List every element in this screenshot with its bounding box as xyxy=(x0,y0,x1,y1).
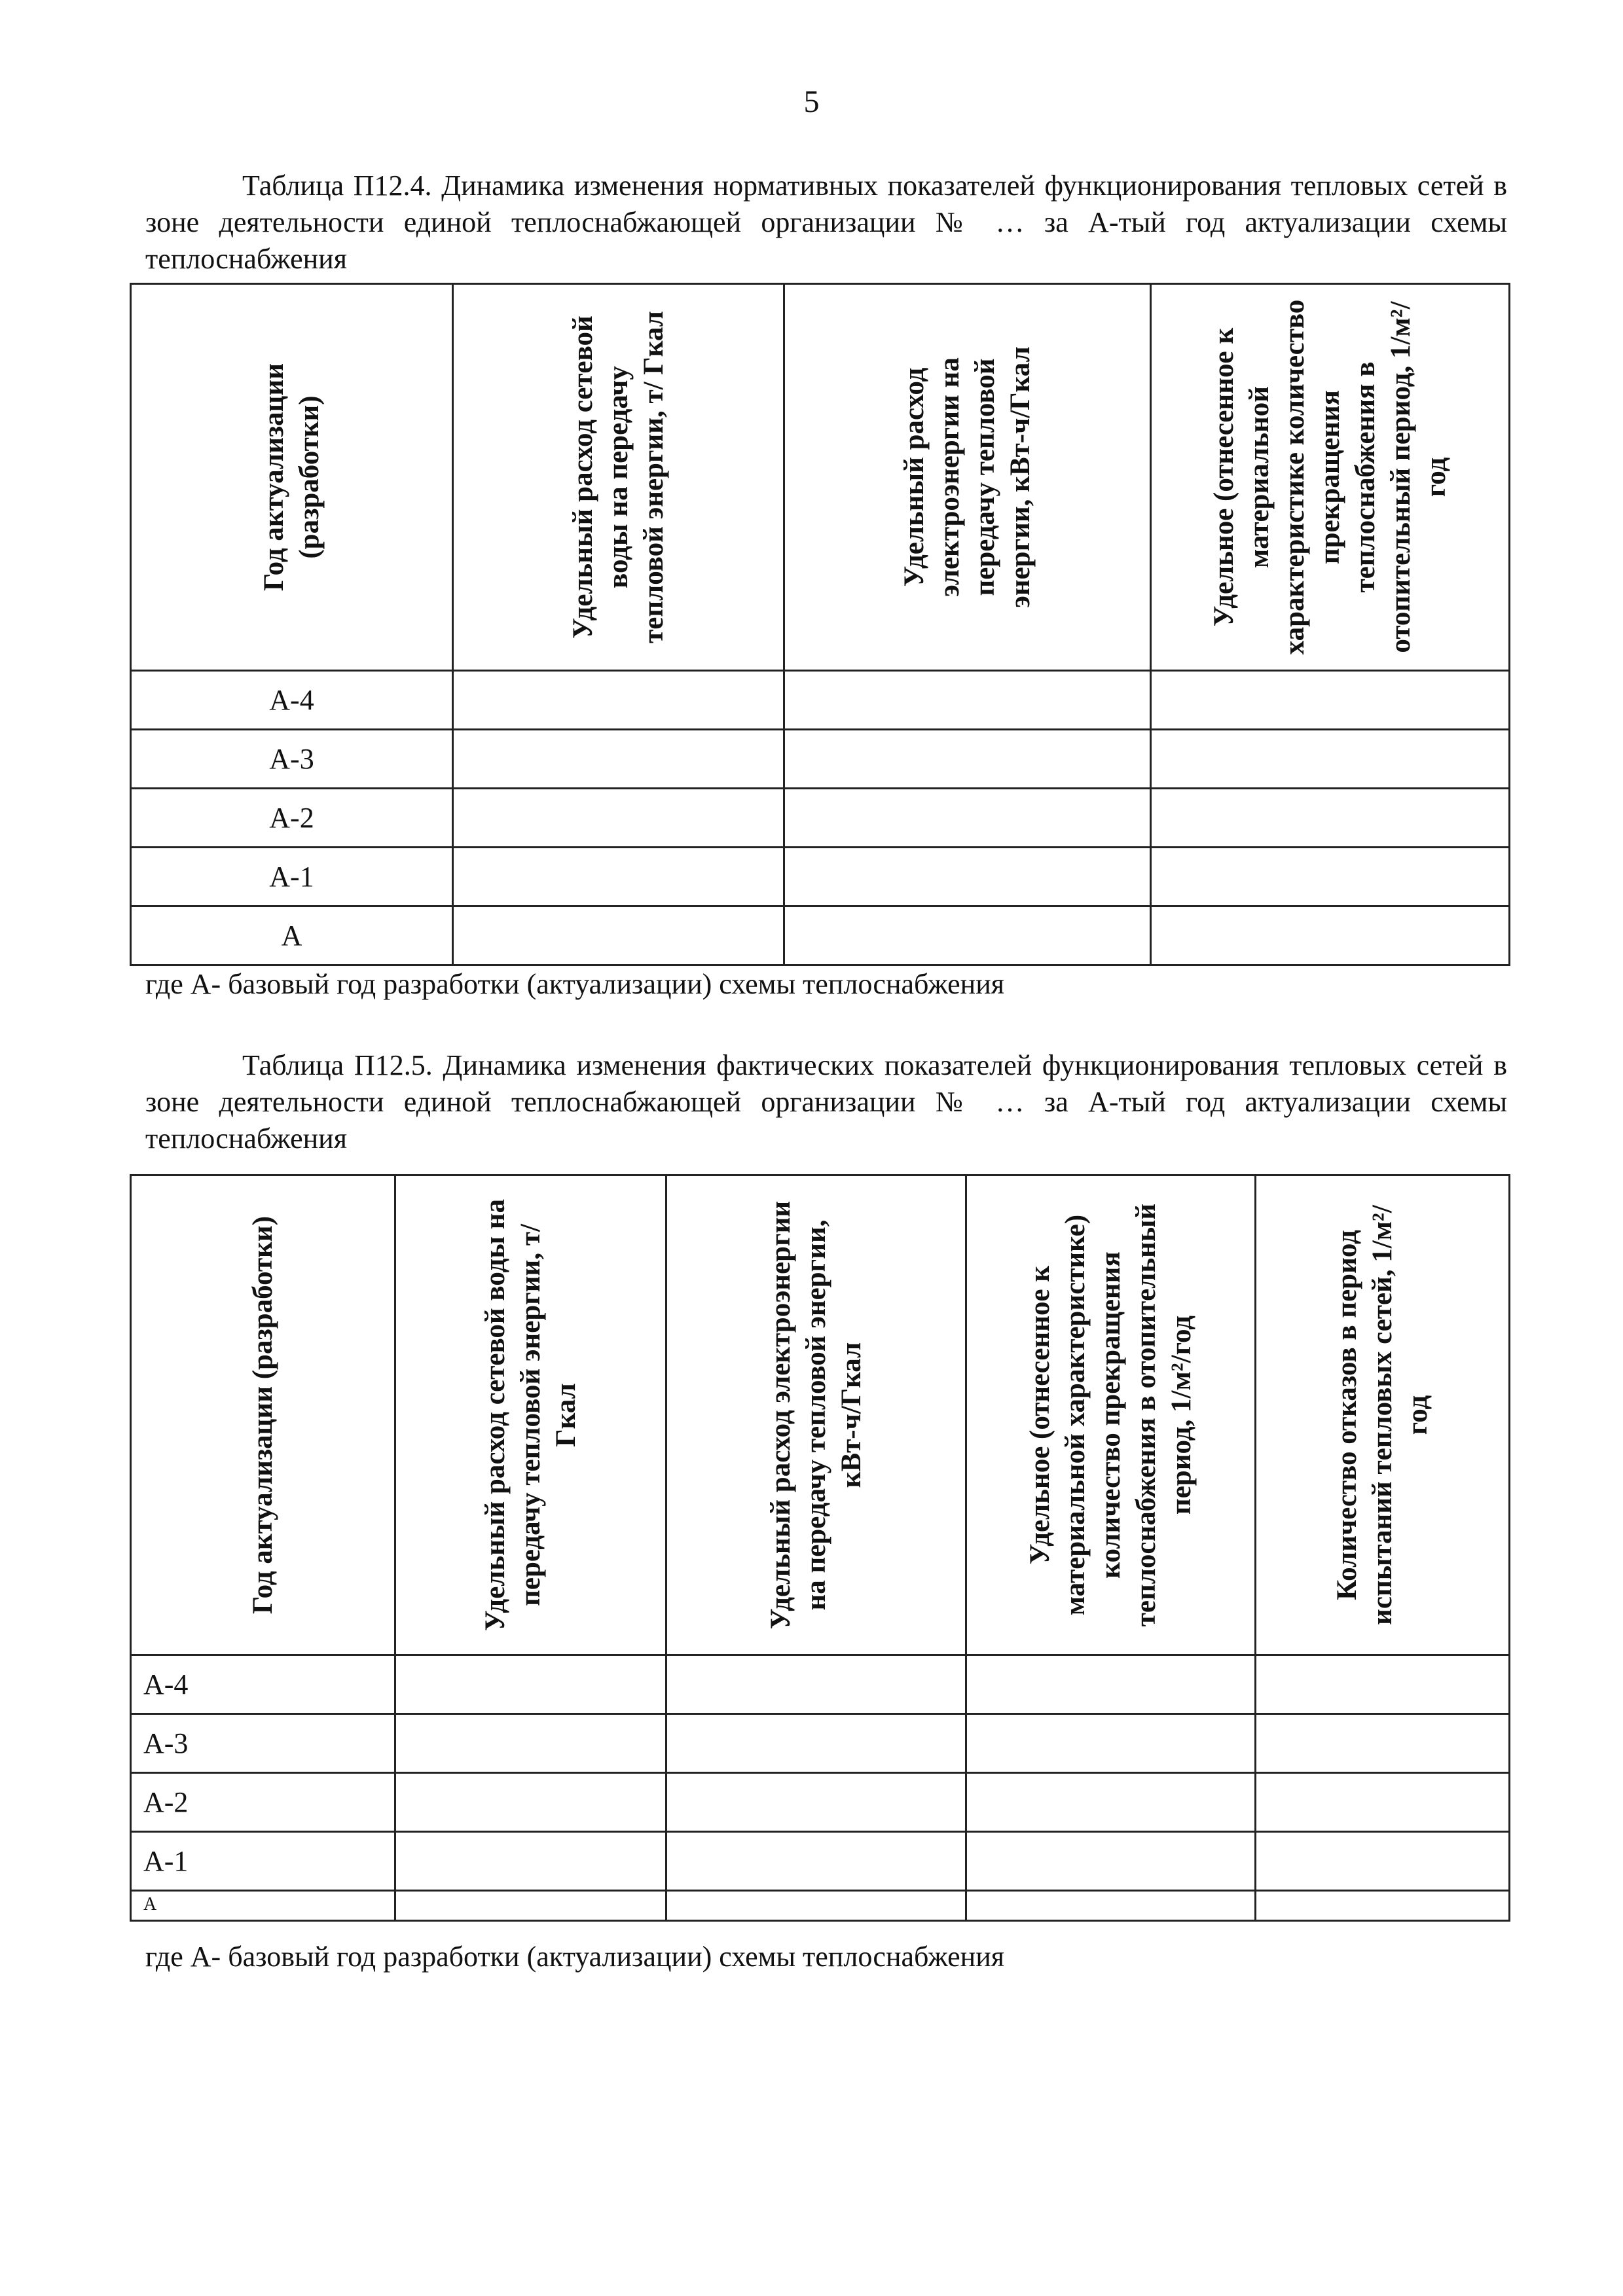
table2-year-cell: А-3 xyxy=(131,1714,395,1773)
table-row xyxy=(131,906,1510,965)
table1-caption: Таблица П12.4. Динамика изменения нормативных показателей функционирования тепловых сетей в зоне деятельности единой теплоснабжающей организации № … за А-тый год актуализации схемы теплоснабжения xyxy=(145,170,1507,275)
table-cell xyxy=(1151,671,1510,730)
table-cell xyxy=(1151,848,1510,906)
table1-note: где А- базовый год разработки (актуализации) схемы теплоснабжения xyxy=(145,968,1004,1000)
table-cell xyxy=(453,671,784,730)
table-cell xyxy=(1256,1891,1510,1921)
table-cell xyxy=(395,1832,666,1891)
table2-header-electricity: Удельный расход электроэнергии на передачу тепловой энергии, кВт-ч/Гкал xyxy=(666,1175,966,1655)
table2-year-cell: А-4 xyxy=(131,1655,395,1714)
table-cell xyxy=(453,730,784,789)
table2-year-cell: А-1 xyxy=(131,1832,395,1891)
table-row xyxy=(131,789,1510,848)
table-cell xyxy=(966,1773,1256,1832)
table-cell xyxy=(453,848,784,906)
table1-year-cell: А-2 xyxy=(131,789,453,848)
table-cell xyxy=(784,730,1151,789)
table-cell xyxy=(395,1891,666,1921)
table2-header-interruptions: Удельное (отнесенное к материальной характеристике) количество прекращения теплоснабжения в отопительный период, 1/м²/год xyxy=(966,1175,1256,1655)
table1-year-cell: А-4 xyxy=(131,671,453,730)
table-row xyxy=(131,848,1510,906)
table-cell xyxy=(966,1832,1256,1891)
table-cell xyxy=(666,1832,966,1891)
table-row xyxy=(131,1655,1510,1714)
table-cell xyxy=(784,671,1151,730)
table-cell xyxy=(966,1655,1256,1714)
table-cell xyxy=(1151,789,1510,848)
table2-year-cell: А xyxy=(131,1891,395,1921)
table-row xyxy=(131,1714,1510,1773)
table-cell xyxy=(666,1714,966,1773)
table-row xyxy=(131,1773,1510,1832)
table2-caption: Таблица П12.5. Динамика изменения фактических показателей функционирования тепловых сетей в зоне деятельности единой теплоснабжающей организации № … за А-тый год актуализации схемы теплоснабжения xyxy=(145,1049,1507,1155)
table-cell xyxy=(966,1714,1256,1773)
table-cell xyxy=(784,848,1151,906)
table2-header-water: Удельный расход сетевой воды на передачу тепловой энергии, т/ Гкал xyxy=(395,1175,666,1655)
table2-year-cell: А-2 xyxy=(131,1773,395,1832)
table-cell xyxy=(1256,1714,1510,1773)
table1-year-cell: А xyxy=(131,906,453,965)
table-row xyxy=(131,730,1510,789)
table-cell xyxy=(966,1891,1256,1921)
table-cell xyxy=(666,1773,966,1832)
table1-header-interruptions: Удельное (отнесенное к материальной характеристике количество прекращения теплоснабжения в отопительный период, 1/м²/год xyxy=(1151,284,1510,671)
table-cell xyxy=(784,789,1151,848)
table-cell xyxy=(1151,730,1510,789)
table-cell xyxy=(453,906,784,965)
table-cell xyxy=(395,1773,666,1832)
table-cell xyxy=(784,906,1151,965)
table-cell xyxy=(1256,1773,1510,1832)
table2-note: где А- базовый год разработки (актуализации) схемы теплоснабжения xyxy=(145,1941,1004,1973)
table-cell xyxy=(453,789,784,848)
page-number: 5 xyxy=(803,84,820,119)
table-cell xyxy=(395,1655,666,1714)
table1-year-cell: А-1 xyxy=(131,848,453,906)
table2-header-year: Год актуализации (разработки) xyxy=(131,1175,395,1655)
table-row xyxy=(131,671,1510,730)
table1-year-cell: А-3 xyxy=(131,730,453,789)
table-cell xyxy=(1256,1832,1510,1891)
table-cell xyxy=(666,1655,966,1714)
table1-header-year: Год актуализации (разработки) xyxy=(131,284,453,671)
table-row xyxy=(131,1832,1510,1891)
table-cell xyxy=(1256,1655,1510,1714)
table1-header-electricity: Удельный расход электроэнергии на передачу тепловой энергии, кВт-ч/Гкал xyxy=(784,284,1151,671)
table-cell xyxy=(1151,906,1510,965)
table-cell xyxy=(395,1714,666,1773)
table-row xyxy=(131,1891,1510,1921)
table2-actual-indicators xyxy=(130,1174,1510,1922)
table2-header-failures: Количество отказов в период испытаний тепловых сетей, 1/м²/год xyxy=(1256,1175,1510,1655)
table1-normative-indicators xyxy=(130,283,1510,966)
table-cell xyxy=(666,1891,966,1921)
table1-header-water: Удельный расход сетевой воды на передачу тепловой энергии, т/ Гкал xyxy=(453,284,784,671)
